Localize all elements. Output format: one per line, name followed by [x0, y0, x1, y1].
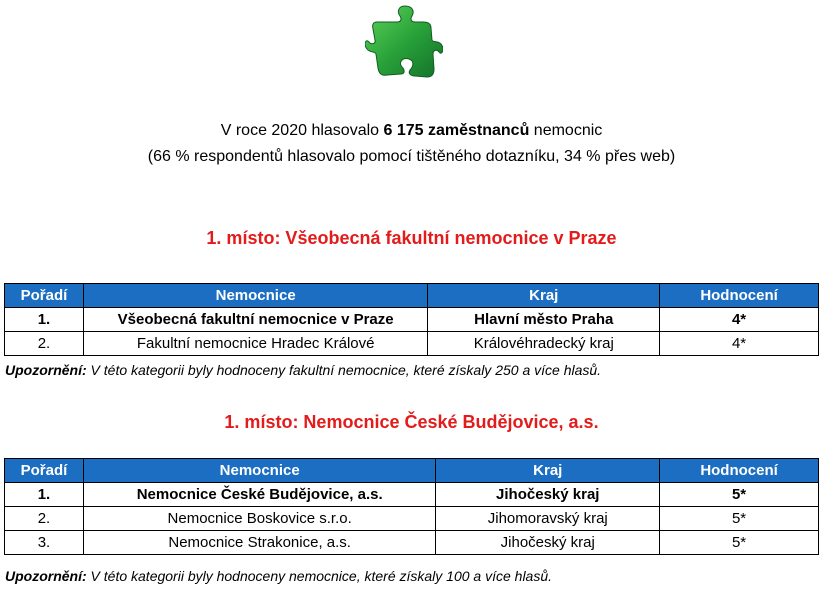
rating-cell: 5*	[660, 507, 819, 531]
table-row	[5, 483, 819, 507]
rank-cell: 2.	[5, 332, 84, 356]
region-cell: Hlavní město Praha	[428, 308, 660, 332]
table-row	[5, 531, 819, 555]
rank-cell: 1.	[5, 483, 84, 507]
puzzle-piece-icon	[365, 2, 443, 84]
hospital-cell: Všeobecná fakultní nemocnice v Praze	[83, 308, 427, 332]
region-cell: Jihomoravský kraj	[436, 507, 660, 531]
table-row	[5, 308, 819, 332]
column-header-region: Kraj	[436, 459, 660, 483]
rank-cell: 3.	[5, 531, 84, 555]
section2-heading: 1. místo: Nemocnice České Budějovice, a.s.	[224, 412, 599, 432]
column-header-rank: Pořadí	[5, 459, 84, 483]
column-header-hospital: Nemocnice	[83, 284, 427, 308]
column-header-rating: Hodnocení	[660, 284, 819, 308]
column-header-rank: Pořadí	[5, 284, 84, 308]
rating-cell: 4*	[660, 332, 819, 356]
region-cell: Jihočeský kraj	[436, 531, 660, 555]
column-header-hospital: Nemocnice	[83, 459, 435, 483]
section2-results-table	[4, 458, 819, 555]
section1-note: Upozornění: V této kategorii byly hodnoceny fakultní nemocnice, které získaly 250 a více hlasů.	[5, 362, 602, 378]
intro-line-2: (66 % respondentů hlasovalo pomocí tištěného dotazníku, 34 % přes web)	[147, 148, 676, 165]
table-row	[5, 332, 819, 356]
table-row	[5, 507, 819, 531]
section1-results-table	[4, 283, 819, 356]
section2-note: Upozornění: V této kategorii byly hodnoceny nemocnice, které získaly 100 a více hlasů.	[5, 568, 553, 584]
intro-text	[0, 118, 823, 170]
hospital-cell: Fakultní nemocnice Hradec Králové	[83, 332, 427, 356]
rank-cell: 1.	[5, 308, 84, 332]
hospital-cell: Nemocnice České Budějovice, a.s.	[83, 483, 435, 507]
table-header-row	[5, 284, 819, 308]
employee-count: 6 175 zaměstnanců	[383, 122, 530, 139]
rating-cell: 5*	[660, 531, 819, 555]
hospital-cell: Nemocnice Strakonice, a.s.	[83, 531, 435, 555]
intro-line-1: V roce 2020 hlasovalo 6 175 zaměstnanců nemocnic	[220, 122, 603, 139]
rating-cell: 4*	[660, 308, 819, 332]
region-cell: Jihočeský kraj	[436, 483, 660, 507]
rating-cell: 5*	[660, 483, 819, 507]
hospital-cell: Nemocnice Boskovice s.r.o.	[83, 507, 435, 531]
table-header-row	[5, 459, 819, 483]
region-cell: Královéhradecký kraj	[428, 332, 660, 356]
rank-cell: 2.	[5, 507, 84, 531]
column-header-rating: Hodnocení	[660, 459, 819, 483]
section1-heading: 1. místo: Všeobecná fakultní nemocnice v Praze	[206, 228, 617, 248]
column-header-region: Kraj	[428, 284, 660, 308]
